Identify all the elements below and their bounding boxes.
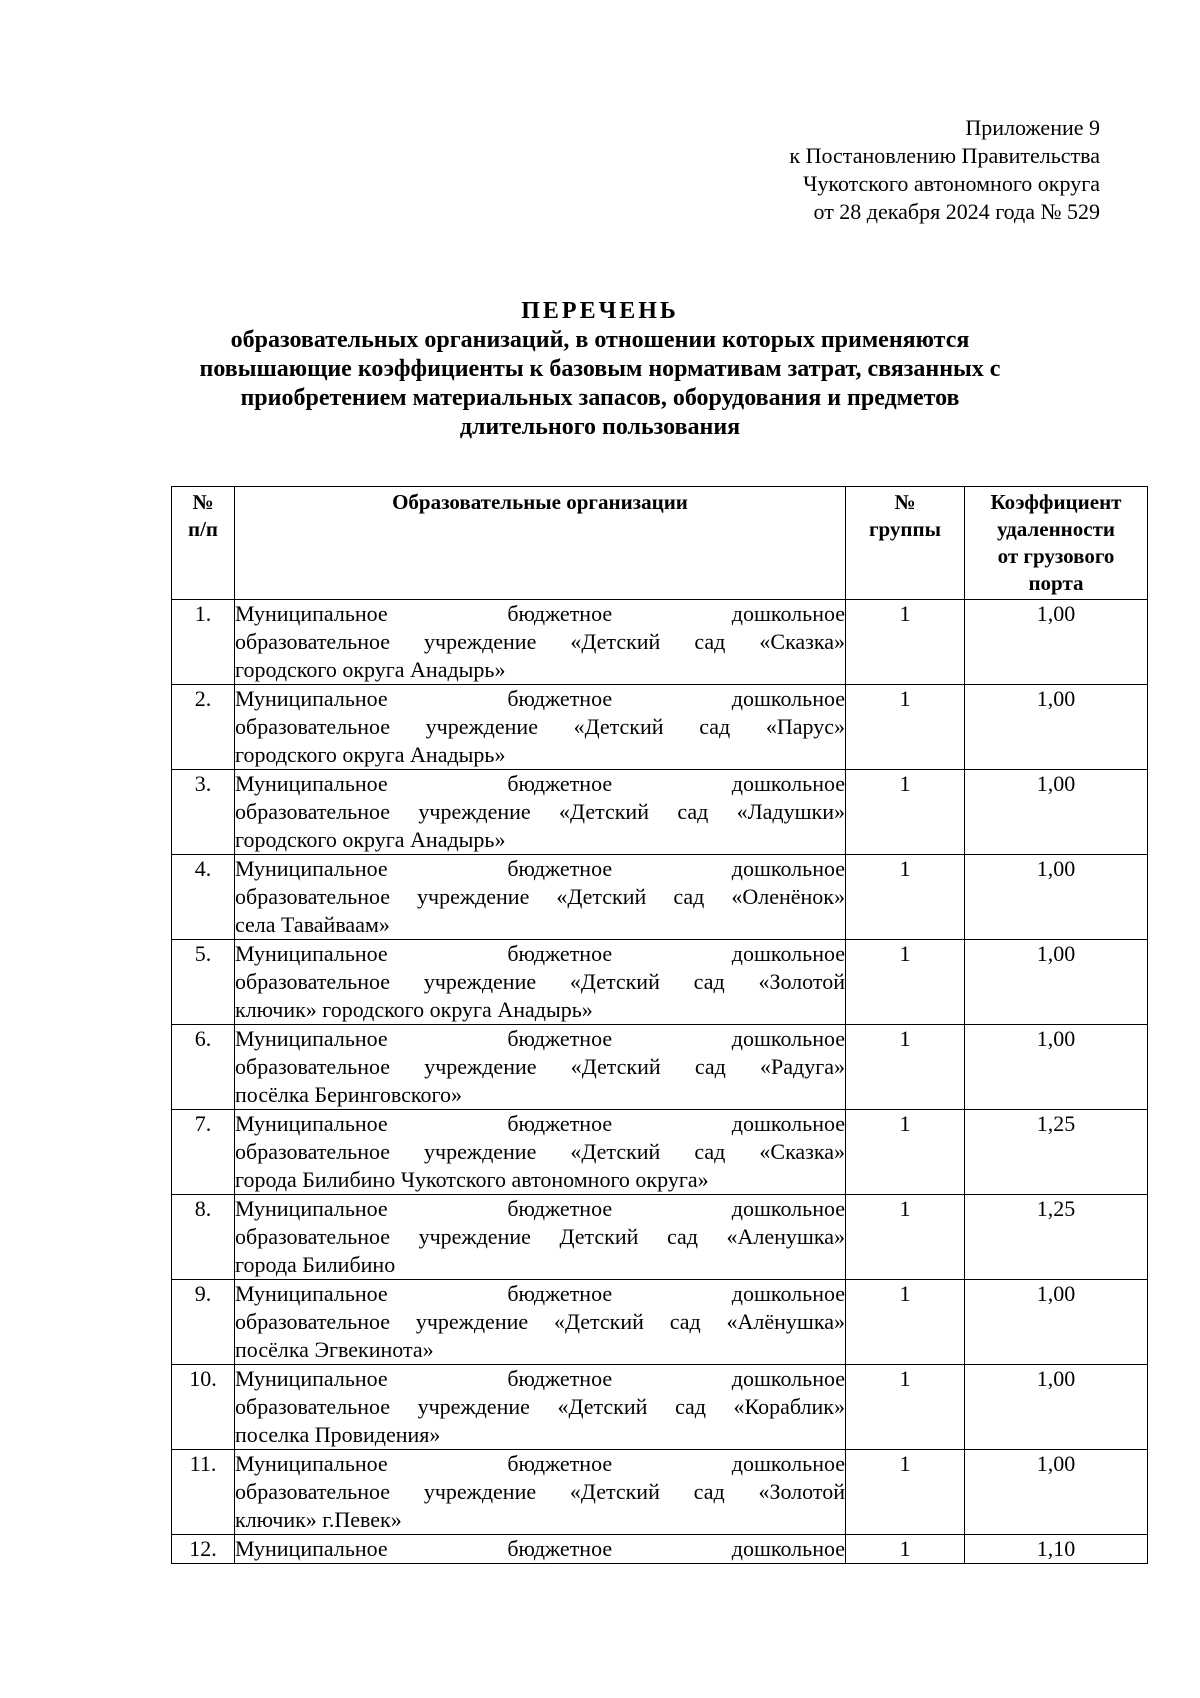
org-name-line: ключик» г.Певек» <box>235 1507 402 1532</box>
org-name <box>235 1025 846 1110</box>
org-name-line: посёлка Эгвекинота» <box>235 1337 434 1362</box>
org-name-line <box>235 968 845 996</box>
org-word: сад <box>666 1224 698 1249</box>
org-word: сад <box>694 1139 726 1164</box>
row-number: 9. <box>172 1280 235 1365</box>
org-name-line: поселка Провидения» <box>235 1422 441 1447</box>
org-word: бюджетное <box>507 1536 613 1561</box>
org-word: учреждение <box>417 1394 530 1419</box>
appendix-line: Чукотского автономного округа <box>803 171 1100 196</box>
row-number: 7. <box>172 1110 235 1195</box>
org-name-line: городского округа Анадырь» <box>235 742 506 767</box>
org-word: образовательное <box>235 799 391 824</box>
distance-coefficient: 1,00 <box>965 1365 1148 1450</box>
group-number: 1 <box>846 685 965 770</box>
org-word: бюджетное <box>507 1196 613 1221</box>
group-number: 1 <box>846 600 965 685</box>
org-word: «Сказка» <box>759 1139 845 1164</box>
distance-coefficient: 1,10 <box>965 1535 1148 1564</box>
org-name <box>235 1535 846 1564</box>
org-word: сад <box>673 884 705 909</box>
org-name <box>235 1280 846 1365</box>
org-word: образовательное <box>235 884 391 909</box>
title-line: повышающие коэффициенты к базовым нормативам затрат, связанных с <box>199 356 1001 382</box>
distance-coefficient: 1,00 <box>965 855 1148 940</box>
group-number: 1 <box>846 1365 965 1450</box>
org-word: учреждение <box>424 1054 537 1079</box>
org-word: бюджетное <box>507 686 613 711</box>
org-name-line <box>235 1053 845 1081</box>
table-row <box>172 855 1148 940</box>
group-number: 1 <box>846 1110 965 1195</box>
table-row <box>172 770 1148 855</box>
org-word: «Кораблик» <box>733 1394 845 1419</box>
group-number: 1 <box>846 1450 965 1535</box>
org-word: Муниципальное <box>235 601 388 626</box>
org-name-line: городского округа Анадырь» <box>235 827 506 852</box>
header-group <box>846 487 965 600</box>
distance-coefficient: 1,25 <box>965 1110 1148 1195</box>
title-heading: ПЕРЕЧЕНЬ <box>521 298 679 324</box>
org-name-line <box>235 1478 845 1506</box>
org-word: бюджетное <box>507 1281 613 1306</box>
org-word: «Ладушки» <box>736 799 845 824</box>
org-word: дошкольное <box>731 1366 845 1391</box>
org-word: Муниципальное <box>235 1026 388 1051</box>
org-name-line <box>235 1450 845 1478</box>
org-name-line: городского округа Анадырь» <box>235 657 506 682</box>
org-word: Муниципальное <box>235 1451 388 1476</box>
org-word: учреждение <box>425 714 538 739</box>
org-name <box>235 600 846 685</box>
org-word: Муниципальное <box>235 1536 388 1561</box>
org-name-line <box>235 1138 845 1166</box>
row-number: 5. <box>172 940 235 1025</box>
org-word: образовательное <box>235 714 391 739</box>
org-word: Муниципальное <box>235 941 388 966</box>
org-word: бюджетное <box>507 856 613 881</box>
org-name-line <box>235 1365 845 1393</box>
org-word: Муниципальное <box>235 1196 388 1221</box>
org-word: дошкольное <box>731 1111 845 1136</box>
org-name-line <box>235 628 845 656</box>
row-number: 8. <box>172 1195 235 1280</box>
org-word: «Детский <box>556 884 647 909</box>
org-word: Детский <box>559 1224 639 1249</box>
document-title <box>100 296 1100 442</box>
org-word: учреждение <box>424 1139 537 1164</box>
org-name-line: ключик» городского округа Анадырь» <box>235 997 593 1022</box>
distance-coefficient: 1,00 <box>965 685 1148 770</box>
group-number: 1 <box>846 1025 965 1110</box>
org-word: образовательное <box>235 1479 391 1504</box>
org-name-line <box>235 1535 845 1563</box>
org-word: «Детский <box>553 1309 644 1334</box>
table-row <box>172 1110 1148 1195</box>
org-word: «Аленушка» <box>726 1224 845 1249</box>
header-text: № <box>894 490 916 514</box>
header-text: группы <box>868 517 942 541</box>
distance-coefficient: 1,00 <box>965 1450 1148 1535</box>
row-number: 11. <box>172 1450 235 1535</box>
organizations-table <box>171 486 1148 1564</box>
org-word: «Детский <box>570 1054 661 1079</box>
org-word: Муниципальное <box>235 856 388 881</box>
org-name-line: города Билибино <box>235 1252 396 1277</box>
org-name-line <box>235 1195 845 1223</box>
row-number: 4. <box>172 855 235 940</box>
header-text: порта <box>1028 571 1084 595</box>
org-word: «Алёнушка» <box>726 1309 845 1334</box>
org-name <box>235 940 846 1025</box>
row-number: 1. <box>172 600 235 685</box>
org-word: учреждение <box>423 1479 537 1504</box>
appendix-line: Приложение 9 <box>965 115 1100 140</box>
org-name-line: города Билибино Чукотского автономного округа» <box>235 1167 709 1192</box>
group-number: 1 <box>846 940 965 1025</box>
org-word: бюджетное <box>507 1366 613 1391</box>
header-text: удаленности <box>996 517 1116 541</box>
org-word: сад <box>699 714 731 739</box>
appendix-line: от 28 декабря 2024 года № 529 <box>813 199 1100 224</box>
org-word: образовательное <box>235 1054 391 1079</box>
org-name-line <box>235 798 845 826</box>
org-word: образовательное <box>235 1224 391 1249</box>
org-word: дошкольное <box>731 771 845 796</box>
org-word: учреждение <box>423 969 537 994</box>
header-org <box>235 487 846 600</box>
org-word: бюджетное <box>507 1026 613 1051</box>
org-word: «Детский <box>570 629 661 654</box>
header-num <box>172 487 235 600</box>
row-number: 2. <box>172 685 235 770</box>
org-name-line <box>235 1025 845 1053</box>
org-word: «Золотой <box>758 1479 845 1504</box>
org-word: сад <box>693 969 725 994</box>
org-word: сад <box>669 1309 701 1334</box>
org-name <box>235 1110 846 1195</box>
org-word: дошкольное <box>731 601 845 626</box>
org-word: «Детский <box>570 1139 661 1164</box>
table-row <box>172 685 1148 770</box>
org-word: бюджетное <box>507 601 613 626</box>
header-coef <box>965 487 1148 600</box>
table-row <box>172 940 1148 1025</box>
distance-coefficient: 1,25 <box>965 1195 1148 1280</box>
org-word: Муниципальное <box>235 1281 388 1306</box>
org-name <box>235 770 846 855</box>
header-text: п/п <box>187 517 219 541</box>
org-name-line: села Тавайваам» <box>235 912 390 937</box>
org-word: учреждение <box>417 884 530 909</box>
org-word: «Радуга» <box>760 1054 845 1079</box>
table-row <box>172 1450 1148 1535</box>
distance-coefficient: 1,00 <box>965 1280 1148 1365</box>
org-word: сад <box>694 1054 726 1079</box>
org-word: дошкольное <box>731 1196 845 1221</box>
org-word: сад <box>674 1394 706 1419</box>
org-word: «Детский <box>569 969 660 994</box>
table-row <box>172 1535 1148 1564</box>
org-word: дошкольное <box>731 1536 845 1561</box>
org-word: Муниципальное <box>235 1111 388 1136</box>
org-name-line <box>235 1223 845 1251</box>
org-word: Муниципальное <box>235 686 388 711</box>
org-word: «Оленёнок» <box>731 884 845 909</box>
row-number: 3. <box>172 770 235 855</box>
org-word: «Парус» <box>765 714 845 739</box>
org-name-line <box>235 1280 845 1308</box>
org-word: бюджетное <box>507 1111 613 1136</box>
group-number: 1 <box>846 1195 965 1280</box>
title-line: образовательных организаций, в отношении которых применяются <box>230 327 970 353</box>
org-word: учреждение <box>415 1309 529 1334</box>
distance-coefficient: 1,00 <box>965 600 1148 685</box>
row-number: 6. <box>172 1025 235 1110</box>
org-word: «Детский <box>559 799 649 824</box>
distance-coefficient: 1,00 <box>965 940 1148 1025</box>
org-name-line <box>235 770 845 798</box>
org-name-line <box>235 1308 845 1336</box>
org-word: «Золотой <box>758 969 845 994</box>
org-word: Муниципальное <box>235 771 388 796</box>
org-word: «Сказка» <box>759 629 845 654</box>
org-word: дошкольное <box>731 1026 845 1051</box>
distance-coefficient: 1,00 <box>965 770 1148 855</box>
table-row <box>172 600 1148 685</box>
org-name-line <box>235 883 845 911</box>
group-number: 1 <box>846 1280 965 1365</box>
org-word: «Детский <box>573 714 664 739</box>
group-number: 1 <box>846 1535 965 1564</box>
org-name-line <box>235 1393 845 1421</box>
org-name <box>235 1365 846 1450</box>
header-text: № <box>192 490 214 514</box>
org-word: бюджетное <box>507 771 613 796</box>
org-word: образовательное <box>235 1139 391 1164</box>
group-number: 1 <box>846 770 965 855</box>
table-header-row <box>172 487 1148 600</box>
org-word: сад <box>694 629 726 654</box>
row-number: 10. <box>172 1365 235 1450</box>
table-row <box>172 1025 1148 1110</box>
org-word: образовательное <box>235 629 391 654</box>
appendix-line: к Постановлению Правительства <box>789 143 1100 168</box>
org-word: сад <box>677 799 709 824</box>
org-word: дошкольное <box>731 686 845 711</box>
table-row <box>172 1280 1148 1365</box>
org-name <box>235 685 846 770</box>
title-subheading <box>100 326 1100 442</box>
org-name-line: посёлка Беринговского» <box>235 1082 462 1107</box>
org-name-line <box>235 685 845 713</box>
org-name-line <box>235 855 845 883</box>
org-word: Муниципальное <box>235 1366 388 1391</box>
org-word: дошкольное <box>731 856 845 881</box>
org-word: образовательное <box>235 1309 391 1334</box>
org-word: учреждение <box>418 799 531 824</box>
title-line: приобретением материальных запасов, оборудования и предметов <box>240 385 960 411</box>
org-word: дошкольное <box>731 1281 845 1306</box>
org-word: бюджетное <box>507 1451 613 1476</box>
org-name <box>235 1195 846 1280</box>
org-word: дошкольное <box>731 941 845 966</box>
group-number: 1 <box>846 855 965 940</box>
header-text: от грузового <box>997 544 1115 568</box>
org-name-line <box>235 1110 845 1138</box>
distance-coefficient: 1,00 <box>965 1025 1148 1110</box>
org-name <box>235 855 846 940</box>
header-text: Коэффициент <box>990 490 1122 514</box>
org-word: дошкольное <box>731 1451 845 1476</box>
org-word: учреждение <box>424 629 537 654</box>
row-number: 12. <box>172 1535 235 1564</box>
table-row <box>172 1365 1148 1450</box>
org-word: образовательное <box>235 1394 391 1419</box>
org-word: сад <box>693 1479 725 1504</box>
table-row <box>172 1195 1148 1280</box>
org-word: «Детский <box>557 1394 648 1419</box>
org-name <box>235 1450 846 1535</box>
appendix-header <box>789 114 1100 226</box>
header-text: Образовательные организации <box>392 490 688 514</box>
org-name-line <box>235 600 845 628</box>
org-word: «Детский <box>569 1479 660 1504</box>
org-word: образовательное <box>235 969 391 994</box>
org-word: учреждение <box>418 1224 531 1249</box>
org-name-line <box>235 940 845 968</box>
title-line: длительного пользования <box>459 414 741 440</box>
org-name-line <box>235 713 845 741</box>
org-word: бюджетное <box>507 941 613 966</box>
